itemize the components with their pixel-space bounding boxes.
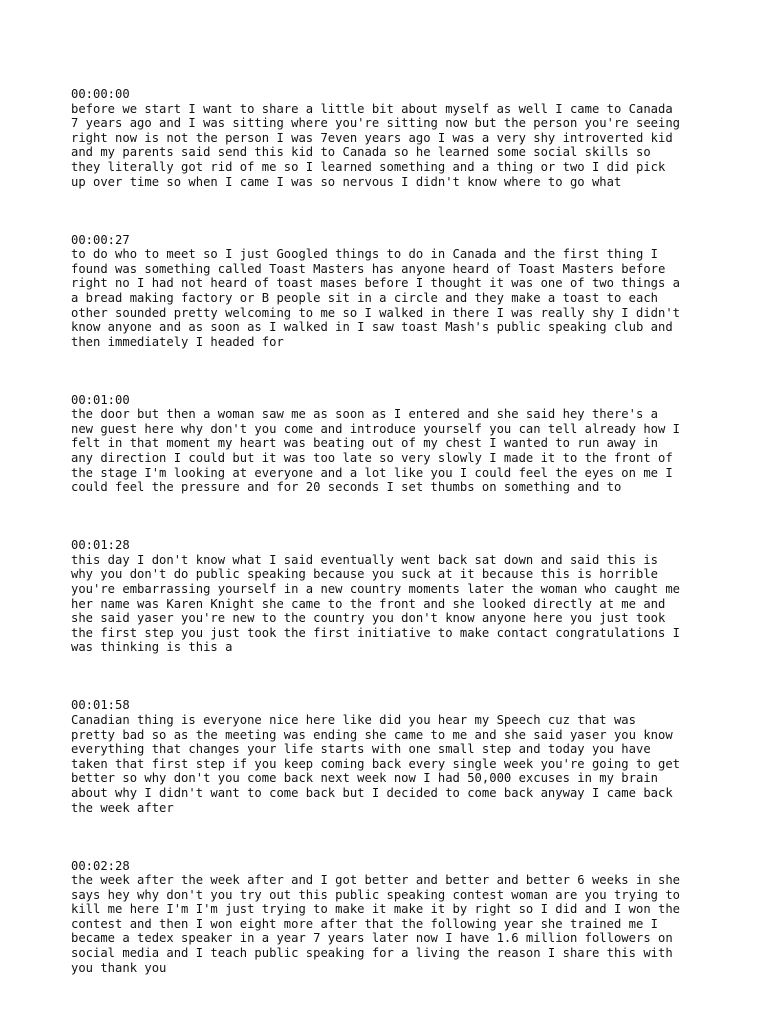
transcript-line: new guest here why don't you come and introduce yourself you can tell already how I bbox=[71, 421, 681, 436]
transcript-segment bbox=[71, 233, 721, 350]
transcript-line: social media and I teach public speaking for a living the reason I share this with bbox=[71, 946, 673, 961]
segment-timestamp: 00:01:00 bbox=[71, 392, 130, 407]
transcript-line: the stage I'm looking at everyone and a lot like you I could feel the eyes on me I bbox=[71, 465, 673, 480]
segment-timestamp: 00:02:28 bbox=[71, 858, 130, 873]
transcript-line: right now is not the person I was 7even years ago I was a very shy introverted kid bbox=[71, 130, 673, 145]
transcript-segment bbox=[71, 538, 721, 655]
transcript-line: a bread making factory or B people sit in a circle and they make a toast to each bbox=[71, 290, 658, 305]
transcript-line: this day I don't know what I said eventually went back sat down and said this is bbox=[71, 552, 658, 567]
transcript-line: taken that first step if you keep coming back every single week you're going to get bbox=[71, 756, 681, 771]
transcript-line: why you don't do public speaking because you suck at it because this is horrible bbox=[71, 567, 658, 582]
transcript-line: the week after bbox=[71, 800, 174, 815]
transcript-line: says hey why don't you try out this public speaking contest woman are you trying to bbox=[71, 887, 681, 902]
transcript-line: the door but then a woman saw me as soon as I entered and she said hey there's a bbox=[71, 407, 658, 422]
transcript-line: right no I had not heard of toast mases before I thought it was one of two things a bbox=[71, 276, 681, 291]
transcript-line: any direction I could but it was too late so very slowly I made it to the front of bbox=[71, 451, 673, 466]
transcript-segment bbox=[71, 698, 721, 815]
transcript-line: her name was Karen Knight she came to the front and she looked directly at me and bbox=[71, 596, 666, 611]
transcript-line: pretty bad so as the meeting was ending she came to me and she said yaser you know bbox=[71, 727, 673, 742]
transcript-line: everything that changes your life starts with one small step and today you have bbox=[71, 742, 651, 757]
segment-timestamp: 00:00:27 bbox=[71, 232, 130, 247]
transcript-line: they literally got rid of me so I learned something and a thing or two I did pick bbox=[71, 159, 666, 174]
transcript-line: was thinking is this a bbox=[71, 640, 233, 655]
segment-timestamp: 00:01:58 bbox=[71, 698, 130, 713]
transcript-line: found was something called Toast Masters has anyone heard of Toast Masters before bbox=[71, 261, 666, 276]
transcript-line: other sounded pretty welcoming to me so I walked in there I was really shy I didn't bbox=[71, 305, 681, 320]
transcript-line: about why I didn't want to come back but I decided to come back anyway I came back bbox=[71, 785, 673, 800]
transcript-line: better so why don't you come back next week now I had 50,000 excuses in my brain bbox=[71, 771, 658, 786]
segment-timestamp: 00:00:00 bbox=[71, 87, 130, 101]
segment-timestamp: 00:01:28 bbox=[71, 538, 130, 553]
transcript-line: contest and then I won eight more after that the following year she trained me I bbox=[71, 916, 658, 931]
transcript-line: 7 years ago and I was sitting where you're sitting now but the person you're seeing bbox=[71, 116, 681, 131]
transcript-segment bbox=[71, 87, 721, 189]
transcript-line: know anyone and as soon as I walked in I saw toast Mash's public speaking club and bbox=[71, 320, 673, 335]
transcript-line: then immediately I headed for bbox=[71, 334, 284, 349]
transcript-segment bbox=[71, 859, 721, 976]
transcript-line: became a tedex speaker in a year 7 years later now I have 1.6 million followers on bbox=[71, 931, 673, 946]
transcript-line: Canadian thing is everyone nice here like did you hear my Speech cuz that was bbox=[71, 712, 636, 727]
transcript-line: could feel the pressure and for 20 seconds I set thumbs on something and to bbox=[71, 480, 622, 495]
transcript-line: she said yaser you're new to the country you don't know anyone here you just took bbox=[71, 611, 666, 626]
transcript-segment bbox=[71, 393, 721, 495]
transcript-line: the week after the week after and I got better and better and better 6 weeks in she bbox=[71, 873, 681, 888]
transcript-line: up over time so when I came I was so nervous I didn't know where to go what bbox=[71, 174, 622, 189]
transcript-line: felt in that moment my heart was beating out of my chest I wanted to run away in bbox=[71, 436, 658, 451]
transcript-line: you thank you bbox=[71, 960, 167, 975]
transcript-line: before we start I want to share a little bit about myself as well I came to Canada bbox=[71, 101, 673, 116]
transcript-line: to do who to meet so I just Googled things to do in Canada and the first thing I bbox=[71, 247, 658, 262]
transcript-page bbox=[71, 87, 721, 1019]
transcript-line: the first step you just took the first initiative to make contact congratulations I bbox=[71, 625, 681, 640]
transcript-line: you're embarrassing yourself in a new country moments later the woman who caught me bbox=[71, 582, 681, 597]
transcript-line: and my parents said send this kid to Canada so he learned some social skills so bbox=[71, 145, 651, 160]
transcript-line: kill me here I'm I'm just trying to make it make it by right so I did and I won the bbox=[71, 902, 681, 917]
